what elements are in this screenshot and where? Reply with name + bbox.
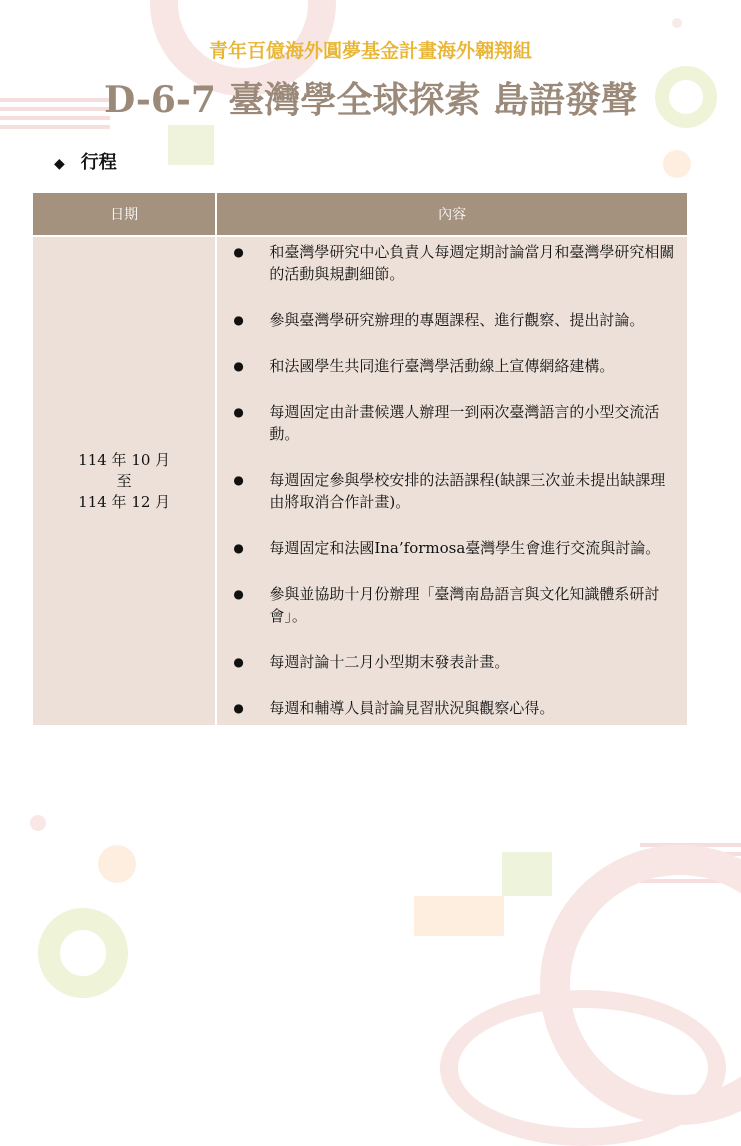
content-cell — [216, 236, 688, 726]
bullet-icon: ● — [233, 701, 244, 715]
bullet-icon: ● — [233, 655, 244, 669]
table-header-row — [32, 192, 688, 236]
decor-dot-left-bottom — [30, 815, 46, 831]
decor-dot-right — [663, 150, 691, 178]
content-column-header: 內容 — [216, 192, 688, 236]
date-separator: 至 — [116, 471, 132, 490]
date-start: 114 年 10 月 — [78, 450, 171, 469]
bullet-icon: ● — [233, 245, 244, 259]
bullet-icon: ● — [233, 405, 244, 419]
diamond-bullet-icon: ◆ — [54, 156, 65, 172]
list-item: ● 每週固定參與學校安排的法語課程(缺課三次並未提出缺課理由將取消合作計畫)。 — [233, 471, 666, 511]
decor-dot-small — [672, 18, 682, 28]
activity-list — [217, 237, 687, 725]
list-item: ● 參與臺灣學研究辦理的專題課程、進行觀察、提出討論。 — [233, 311, 645, 329]
list-item: ● 參與並協助十月份辦理「臺灣南島語言與文化知識體系研討會」。 — [233, 585, 660, 625]
schedule-table — [31, 191, 689, 727]
bullet-icon: ● — [233, 587, 244, 601]
decor-square-bottom-green — [502, 852, 552, 896]
section-label: 行程 — [80, 152, 117, 173]
list-item: ● 和臺灣學研究中心負責人每週定期討論當月和臺灣學研究相關的活動與規劃細節。 — [233, 243, 675, 283]
date-cell — [32, 236, 216, 726]
list-item: ● 和法國學生共同進行臺灣學活動線上宣傳網絡建構。 — [233, 357, 615, 375]
list-item: ● 每週固定由計畫候選人辦理一到兩次臺灣語言的小型交流活動。 — [233, 403, 660, 443]
bullet-icon: ● — [233, 473, 244, 487]
decor-ring-left-bottom — [38, 908, 128, 998]
decor-square-top — [168, 125, 214, 165]
decor-rect-bottom-orange — [414, 896, 504, 936]
list-item: ● 每週和輔導人員討論見習狀況與觀察心得。 — [233, 699, 555, 717]
page-title: D-6-7 臺灣學全球探索 島語發聲 — [104, 79, 637, 121]
decor-dot-orange — [98, 845, 136, 883]
program-title: 青年百億海外圓夢基金計畫海外翱翔組 — [208, 40, 532, 62]
table-row — [32, 236, 688, 726]
bullet-icon: ● — [233, 541, 244, 555]
section-heading — [54, 148, 117, 174]
date-column-header: 日期 — [32, 192, 216, 236]
bullet-icon: ● — [233, 313, 244, 327]
list-item: ● 每週固定和法國Ina’formosa臺灣學生會進行交流與討論。 — [233, 539, 661, 557]
bullet-icon: ● — [233, 359, 244, 373]
decor-arc-bottom — [440, 990, 726, 1146]
list-item: ● 每週討論十二月小型期末發表計畫。 — [233, 653, 510, 671]
date-end: 114 年 12 月 — [78, 492, 171, 511]
